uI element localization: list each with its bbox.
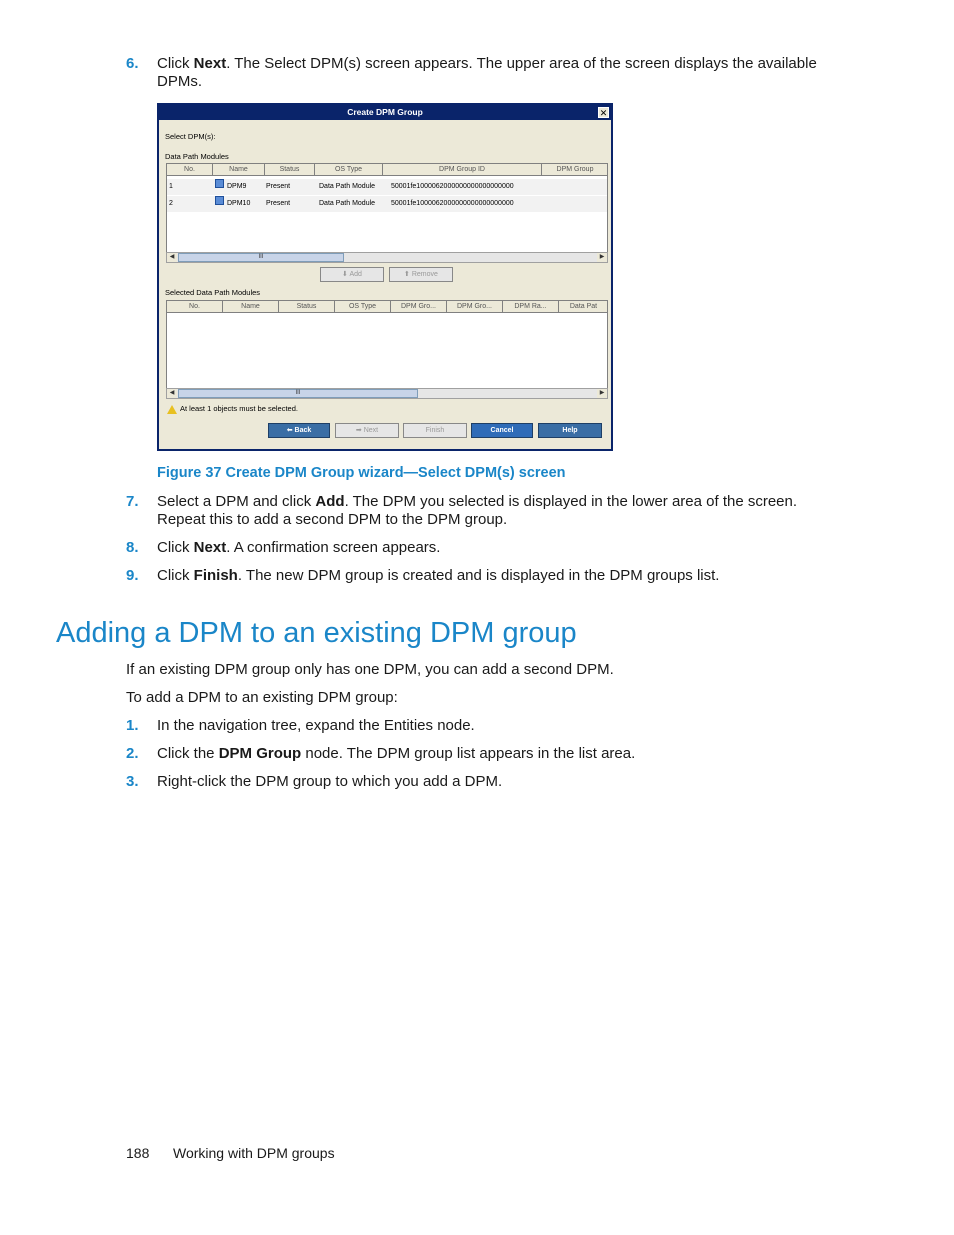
warning-icon <box>167 405 177 414</box>
scroll-left-icon[interactable]: ◀ <box>167 253 177 262</box>
back-button[interactable]: ⬅ Back <box>268 423 330 438</box>
col-dpm-group-id[interactable]: DPM Group ID <box>383 164 542 176</box>
help-button[interactable]: Help <box>538 423 602 438</box>
page-number: 188 <box>126 1145 150 1161</box>
step-number: 3. <box>126 773 139 790</box>
col-name[interactable]: Name <box>223 301 279 313</box>
scroll-right-icon[interactable]: ▶ <box>597 389 607 398</box>
remove-button[interactable]: ⬆ Remove <box>389 267 453 282</box>
data-path-modules-label: Data Path Modules <box>165 152 229 161</box>
scroll-thumb[interactable]: III <box>178 253 344 262</box>
col-os-type[interactable]: OS Type <box>335 301 391 313</box>
step-number: 7. <box>126 493 139 510</box>
footer-section: Working with DPM groups <box>173 1145 335 1161</box>
step-text: Click Finish. The new DPM group is created and is displayed in the DPM groups list. <box>157 567 720 584</box>
scroll-left-icon[interactable]: ◀ <box>167 389 177 398</box>
step-text: Select a DPM and click Add. The DPM you selected is displayed in the lower area of the screen. Repeat this to add a second DPM to the DPM group. <box>157 493 798 528</box>
add-button[interactable]: ⬇ Add <box>320 267 384 282</box>
scroll-right-icon[interactable]: ▶ <box>597 253 607 262</box>
close-icon[interactable]: ✕ <box>599 108 608 118</box>
finish-button[interactable]: Finish <box>403 423 467 438</box>
figure-caption: Figure 37 Create DPM Group wizard—Select DPM(s) screen <box>157 465 566 481</box>
create-dpm-group-dialog <box>157 103 613 451</box>
col-name[interactable]: Name <box>213 164 265 176</box>
col-data-path[interactable]: Data Pat <box>559 301 608 313</box>
selected-table-scrollbar[interactable] <box>166 388 608 399</box>
dpm-table <box>166 163 608 258</box>
cancel-button[interactable]: Cancel <box>471 423 533 438</box>
col-dpm-group-1[interactable]: DPM Gro... <box>391 301 447 313</box>
scroll-thumb[interactable]: III <box>178 389 418 398</box>
intro-paragraph: If an existing DPM group only has one DPM, you can add a second DPM. <box>126 661 614 678</box>
step-number: 9. <box>126 567 139 584</box>
col-status[interactable]: Status <box>279 301 335 313</box>
step-number: 8. <box>126 539 139 556</box>
step-number: 1. <box>126 717 139 734</box>
dpm-table-scrollbar[interactable] <box>166 252 608 263</box>
dpm-table-header <box>167 164 608 176</box>
col-no[interactable]: No. <box>167 164 213 176</box>
step-number: 6. <box>126 55 139 72</box>
col-dpm-group-2[interactable]: DPM Gro... <box>447 301 503 313</box>
table-row[interactable]: 2 DPM10 Present Data Path Module 50001fe1000062000000000000000000 <box>167 196 607 212</box>
selected-dpm-table <box>166 300 608 390</box>
select-dpm-label: Select DPM(s): <box>165 132 216 141</box>
dpm-icon <box>215 179 224 188</box>
col-os-type[interactable]: OS Type <box>315 164 383 176</box>
col-status[interactable]: Status <box>265 164 315 176</box>
col-no[interactable]: No. <box>167 301 223 313</box>
table-row[interactable]: 1 DPM9 Present Data Path Module 50001fe1000062000000000000000000 <box>167 179 607 195</box>
section-heading: Adding a DPM to an existing DPM group <box>56 617 577 649</box>
warning-message: At least 1 objects must be selected. <box>180 404 298 413</box>
col-dpm-group[interactable]: DPM Group <box>542 164 608 176</box>
step-text: In the navigation tree, expand the Entities node. <box>157 717 475 734</box>
selected-table-header <box>167 301 608 313</box>
step-text: Click Next. A confirmation screen appears. <box>157 539 441 556</box>
step-text: Click Next. The Select DPM(s) screen appears. The upper area of the screen displays the available DPMs. <box>157 55 817 90</box>
next-button[interactable]: ➡ Next <box>335 423 399 438</box>
col-dpm-rank[interactable]: DPM Ra... <box>503 301 559 313</box>
dpm-icon <box>215 196 224 205</box>
selected-modules-label: Selected Data Path Modules <box>165 288 261 297</box>
dialog-title: Create DPM Group <box>159 105 611 120</box>
intro-paragraph: To add a DPM to an existing DPM group: <box>126 689 398 706</box>
step-number: 2. <box>126 745 139 762</box>
step-text: Right-click the DPM group to which you add a DPM. <box>157 773 503 790</box>
step-text: Click the DPM Group node. The DPM group list appears in the list area. <box>157 745 636 762</box>
